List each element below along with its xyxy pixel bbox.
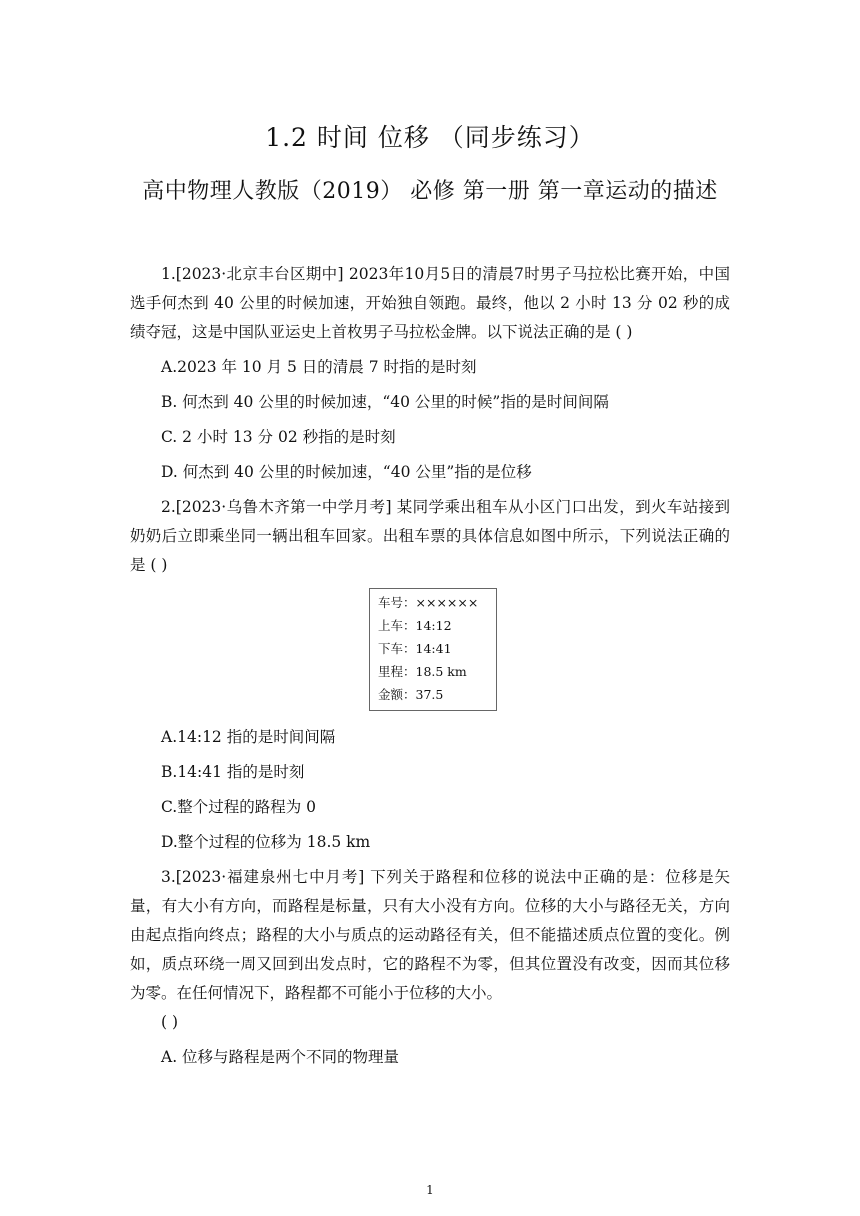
ticket-car-number: 车号：××××××	[378, 595, 479, 610]
question-1-option-b: B. 何杰到 40 公里的时候加速，“40 公里的时候”指的是时间间隔	[161, 393, 609, 411]
page-number: 1	[426, 1183, 434, 1197]
document-title: 1.2 时间 位移 （同步练习）	[265, 123, 595, 152]
taxi-ticket	[369, 588, 497, 711]
question-3	[130, 863, 730, 1072]
question-2	[130, 493, 730, 857]
question-1-option-d: D. 何杰到 40 公里的时候加速，“40 公里”指的是位移	[161, 463, 532, 481]
ticket-fare: 金额：37.5	[378, 687, 444, 702]
question-3-option-a: A. 位移与路程是两个不同的物理量	[161, 1048, 400, 1066]
question-1-stem: 1.[2023·北京丰台区期中] 2023年10月5日的清晨7时男子马拉松比赛开始，中国选手何杰到 40 公里的时候加速，开始独自领跑。最终，他以 2 小时 13 分 02 秒的成绩夺冠，这是中国队亚运史上首枚男子马拉松金牌。以下说法正确的是 ( )	[130, 265, 730, 341]
question-3-stem: 3.[2023·福建泉州七中月考] 下列关于路程和位移的说法中正确的是：位移是矢量，有大小有方向，而路程是标量，只有大小没有方向。位移的大小与路径无关，方向由起点指向终点；路程的大小与质点的运动路径有关，但不能描述质点位置的变化。例如，质点环绕一周又回到出发点时，它的路程不为零，但其位置没有改变，因而其位移为零。在任何情况下，路程都不可能小于位移的大小。	[130, 868, 730, 1002]
ticket-mileage: 里程：18.5 km	[378, 664, 467, 679]
question-1-option-a: A.2023 年 10 月 5 日的清晨 7 时指的是时刻	[161, 358, 477, 376]
question-1	[130, 260, 730, 487]
question-2-stem: 2.[2023·乌鲁木齐第一中学月考] 某同学乘出租车从小区门口出发，到火车站接到奶奶后立即乘坐同一辆出租车回家。出租车票的具体信息如图中所示，下列说法正确的是 ( )	[130, 498, 730, 574]
question-1-option-c: C. 2 小时 13 分 02 秒指的是时刻	[161, 428, 396, 446]
ticket-boarding-time: 上车：14:12	[378, 618, 452, 633]
question-2-option-c: C.整个过程的路程为 0	[161, 798, 317, 816]
question-list	[130, 260, 730, 1078]
document-subtitle: 高中物理人教版（2019） 必修 第一册 第一章运动的描述	[142, 179, 718, 204]
question-3-answer-blank: ( )	[161, 1013, 179, 1031]
question-2-option-b: B.14:41 指的是时刻	[161, 763, 305, 781]
question-2-option-a: A.14:12 指的是时间间隔	[161, 728, 336, 746]
question-2-option-d: D.整个过程的位移为 18.5 km	[161, 833, 371, 851]
ticket-alighting-time: 下车：14:41	[378, 641, 452, 656]
